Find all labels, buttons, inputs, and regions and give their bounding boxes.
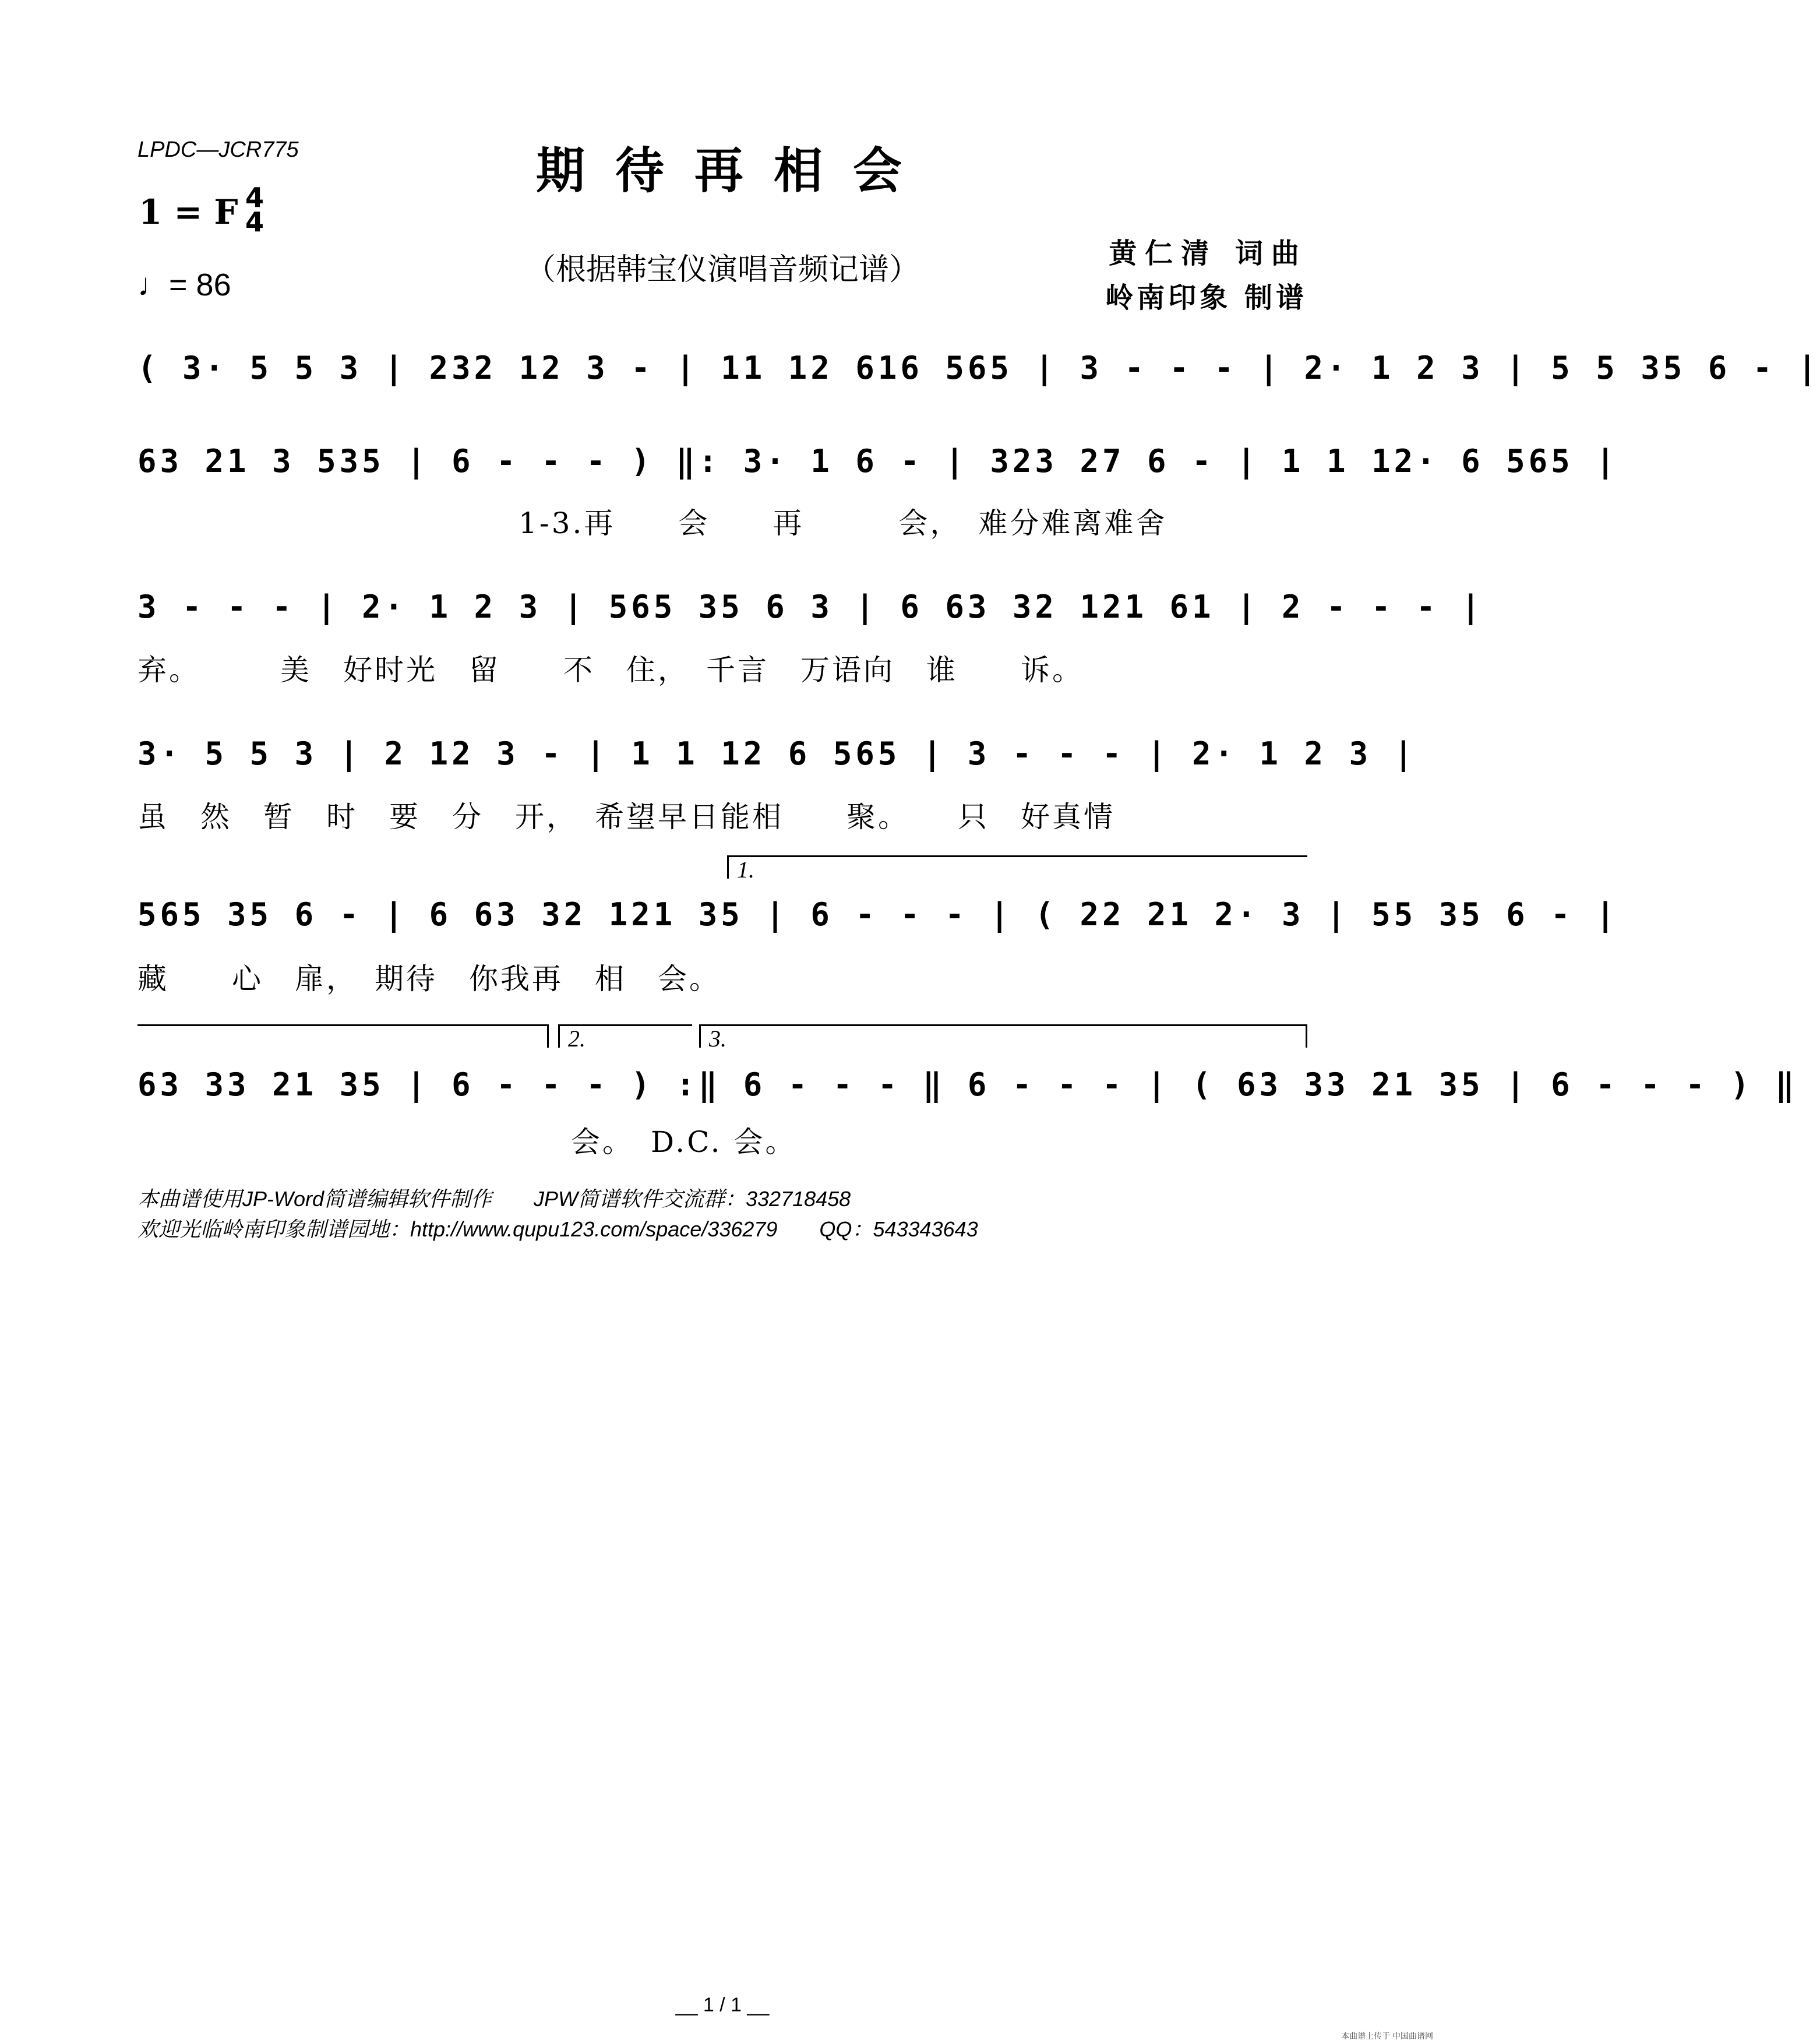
page-number: __ 1 / 1 __ (675, 1994, 770, 2016)
volta-line-continuation (137, 1024, 549, 1048)
lyrics-line-5: 藏 心 扉， 期待 你我再 相 会。 (137, 962, 721, 996)
volta-3: 3. (699, 1024, 1307, 1048)
transcriber: 岭南印象 制谱 (1105, 281, 1307, 314)
score-line-5: 565 35 6 - | 6 63 32 121 35 | 6 - - - | ( 22 21 2· 3 | 55 35 6 - | (137, 896, 1618, 933)
key-signature: 1 = F (139, 192, 238, 232)
song-title: 期待再相会 (535, 142, 932, 199)
lyrics-line-6: 会。 D.C. 会。 (571, 1125, 797, 1159)
site-watermark: 本曲谱上传于 中国曲谱网 (1341, 2031, 1433, 2041)
lyricist-composer: 黄仁清 词曲 (1109, 237, 1307, 270)
score-line-4: 3· 5 5 3 | 2 12 3 - | 1 1 12 6 565 | 3 - - - | 2· 1 2 3 | (137, 735, 1417, 772)
time-signature-top: 4 (245, 182, 264, 213)
score-line-6: 63 33 21 35 | 6 - - - ) :‖ 6 - - - ‖ 6 - - - | ( 63 33 21 35 | 6 - - - ) ‖ (137, 1066, 1798, 1103)
volta-2: 2. (558, 1024, 692, 1048)
score-code: LPDC—JCR775 (137, 138, 299, 162)
score-line-3: 3 - - - | 2· 1 2 3 | 565 35 6 3 | 6 63 32 121 61 | 2 - - - | (137, 588, 1484, 625)
time-signature-bottom: 4 (245, 206, 264, 238)
song-subtitle: （根据韩宝仪演唱音频记谱） (525, 252, 919, 287)
score-line-1: ( 3· 5 5 3 | 232 12 3 - | 11 12 616 565 | 3 - - - | 2· 1 2 3 | 5 5 35 6 - | (137, 350, 1820, 386)
score-line-2: 63 21 3 535 | 6 - - - ) ‖: 3· 1 6 - | 323 27 6 - | 1 1 12· 6 565 | (137, 443, 1618, 480)
lyrics-line-4: 虽 然 暂 时 要 分 开， 希望早日能相 聚。 只 好真情 (137, 800, 1115, 834)
lyrics-line-3: 弃。 美 好时光 留 不 住， 千言 万语向 谁 诉。 (137, 653, 1084, 687)
footer-software-note: 本曲谱使用JP-Word简谱编辑软件制作 JPW简谱软件交流群：332718458 (137, 1187, 851, 1211)
tempo-mark: ♩= 86 (137, 267, 231, 302)
volta-1: 1. (727, 855, 1307, 879)
footer-website-note: 欢迎光临岭南印象制谱园地：http://www.qupu123.com/space/336279 QQ：543343643 (137, 1217, 978, 1241)
lyrics-line-2: 1-3.再 会 再 会， 难分难离难舍 (519, 506, 1168, 540)
time-signature (240, 182, 269, 238)
